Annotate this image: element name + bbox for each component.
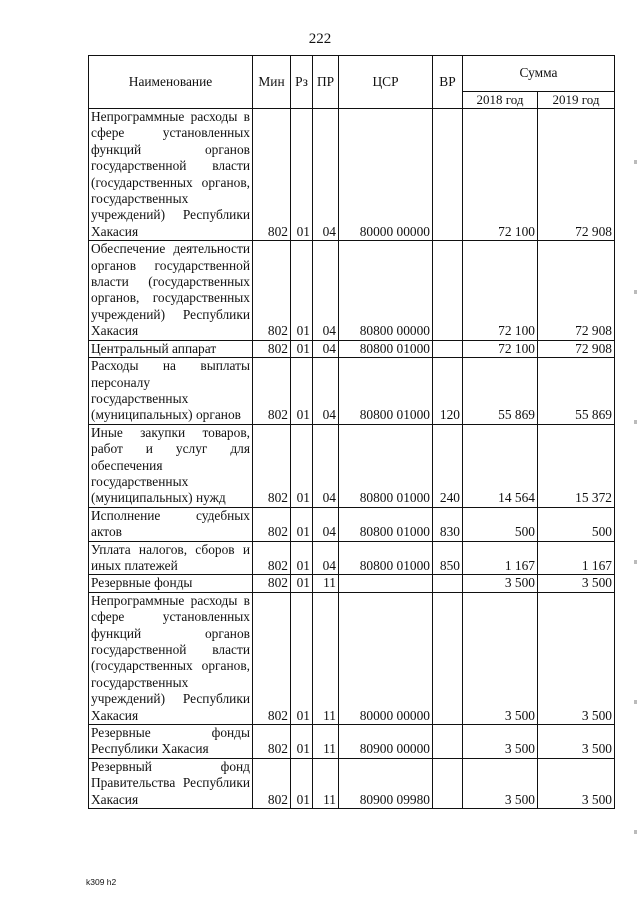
header-year-2019: 2019 год [538,91,615,108]
table-body [89,109,615,809]
row-csr: 80800 01000 [339,541,433,575]
header-csr: ЦСР [339,56,433,109]
row-min: 802 [253,340,291,357]
header-name: Наименование [89,56,253,109]
row-name: Резервный фонд Правительства Республики Хакасия [89,758,253,808]
row-2019: 3 500 [538,758,615,808]
row-name: Резервные фонды Республики Хакасия [89,725,253,759]
row-2019: 72 908 [538,241,615,340]
row-2019: 3 500 [538,725,615,759]
row-2019: 72 908 [538,109,615,241]
row-rz: 01 [291,575,313,592]
row-vr [433,725,463,759]
header-vr: ВР [433,56,463,109]
table-row [89,507,615,541]
row-pr: 04 [313,507,339,541]
table-row [89,758,615,808]
row-name: Обеспечение деятельности органов государственной власти (государственных органов, государственных учреждений) Республики Хакасия [89,241,253,340]
row-2018: 55 869 [463,358,538,425]
row-min: 802 [253,592,291,724]
row-csr: 80800 00000 [339,241,433,340]
row-2019: 55 869 [538,358,615,425]
row-min: 802 [253,725,291,759]
row-csr: 80800 01000 [339,507,433,541]
row-min: 802 [253,575,291,592]
row-name: Уплата налогов, сборов и иных платежей [89,541,253,575]
row-pr: 11 [313,725,339,759]
row-vr: 850 [433,541,463,575]
row-vr [433,241,463,340]
row-min: 802 [253,541,291,575]
row-csr: 80800 01000 [339,424,433,507]
row-2018: 3 500 [463,725,538,759]
header-rz: Рз [291,56,313,109]
row-csr: 80800 01000 [339,358,433,425]
scan-mark [634,560,637,564]
row-rz: 01 [291,507,313,541]
row-csr: 80900 00000 [339,725,433,759]
table-row [89,109,615,241]
row-2019: 15 372 [538,424,615,507]
row-name: Расходы на выплаты персоналу государственных (муниципальных) органов [89,358,253,425]
row-csr: 80900 09980 [339,758,433,808]
row-vr [433,340,463,357]
scan-mark [634,290,637,294]
row-min: 802 [253,507,291,541]
row-csr: 80000 00000 [339,109,433,241]
row-2018: 14 564 [463,424,538,507]
scan-mark [634,830,637,834]
row-name: Иные закупки товаров, работ и услуг для обеспечения государственных (муниципальных) нужд [89,424,253,507]
row-pr: 04 [313,241,339,340]
row-rz: 01 [291,340,313,357]
table-row [89,358,615,425]
row-2018: 3 500 [463,575,538,592]
header-min: Мин [253,56,291,109]
row-2019: 72 908 [538,340,615,357]
row-pr: 04 [313,358,339,425]
header-sum: Сумма [463,56,615,92]
row-vr: 120 [433,358,463,425]
row-pr: 04 [313,541,339,575]
budget-table [88,55,615,809]
row-2018: 72 100 [463,241,538,340]
row-min: 802 [253,424,291,507]
row-rz: 01 [291,358,313,425]
row-2019: 500 [538,507,615,541]
table-row [89,592,615,724]
row-min: 802 [253,109,291,241]
row-min: 802 [253,241,291,340]
row-vr: 240 [433,424,463,507]
row-pr: 11 [313,592,339,724]
row-2018: 1 167 [463,541,538,575]
scan-mark [634,160,637,164]
scan-mark [634,420,637,424]
row-2018: 500 [463,507,538,541]
table-row [89,241,615,340]
row-vr [433,758,463,808]
row-rz: 01 [291,424,313,507]
row-2018: 3 500 [463,592,538,724]
row-2018: 72 100 [463,340,538,357]
footer-code: k309 h2 [86,877,117,887]
table-row [89,340,615,357]
row-csr: 80800 01000 [339,340,433,357]
page-number: 222 [308,31,332,47]
row-vr [433,592,463,724]
row-vr: 830 [433,507,463,541]
row-name: Непрограммные расходы в сфере установленных функций органов государственной власти (государственных органов, государственных учреждений) Республики Хакасия [89,592,253,724]
row-pr: 04 [313,109,339,241]
row-name: Исполнение судебных актов [89,507,253,541]
scan-mark [634,700,637,704]
table-row [89,541,615,575]
row-2019: 1 167 [538,541,615,575]
row-pr: 11 [313,758,339,808]
row-csr [339,575,433,592]
row-rz: 01 [291,109,313,241]
row-rz: 01 [291,592,313,724]
row-name: Непрограммные расходы в сфере установленных функций органов государственной власти (государственных органов, государственных учреждений) Республики Хакасия [89,109,253,241]
row-rz: 01 [291,541,313,575]
table-header [89,56,615,109]
table-row [89,575,615,592]
row-2018: 3 500 [463,758,538,808]
row-2019: 3 500 [538,592,615,724]
row-rz: 01 [291,758,313,808]
row-min: 802 [253,758,291,808]
row-2018: 72 100 [463,109,538,241]
table-row [89,725,615,759]
header-year-2018: 2018 год [463,91,538,108]
row-min: 802 [253,358,291,425]
row-2019: 3 500 [538,575,615,592]
header-pr: ПР [313,56,339,109]
row-rz: 01 [291,725,313,759]
row-pr: 04 [313,340,339,357]
row-pr: 04 [313,424,339,507]
row-vr [433,109,463,241]
row-pr: 11 [313,575,339,592]
row-name: Центральный аппарат [89,340,253,357]
table-row [89,424,615,507]
row-rz: 01 [291,241,313,340]
row-name: Резервные фонды [89,575,253,592]
row-csr: 80000 00000 [339,592,433,724]
row-vr [433,575,463,592]
